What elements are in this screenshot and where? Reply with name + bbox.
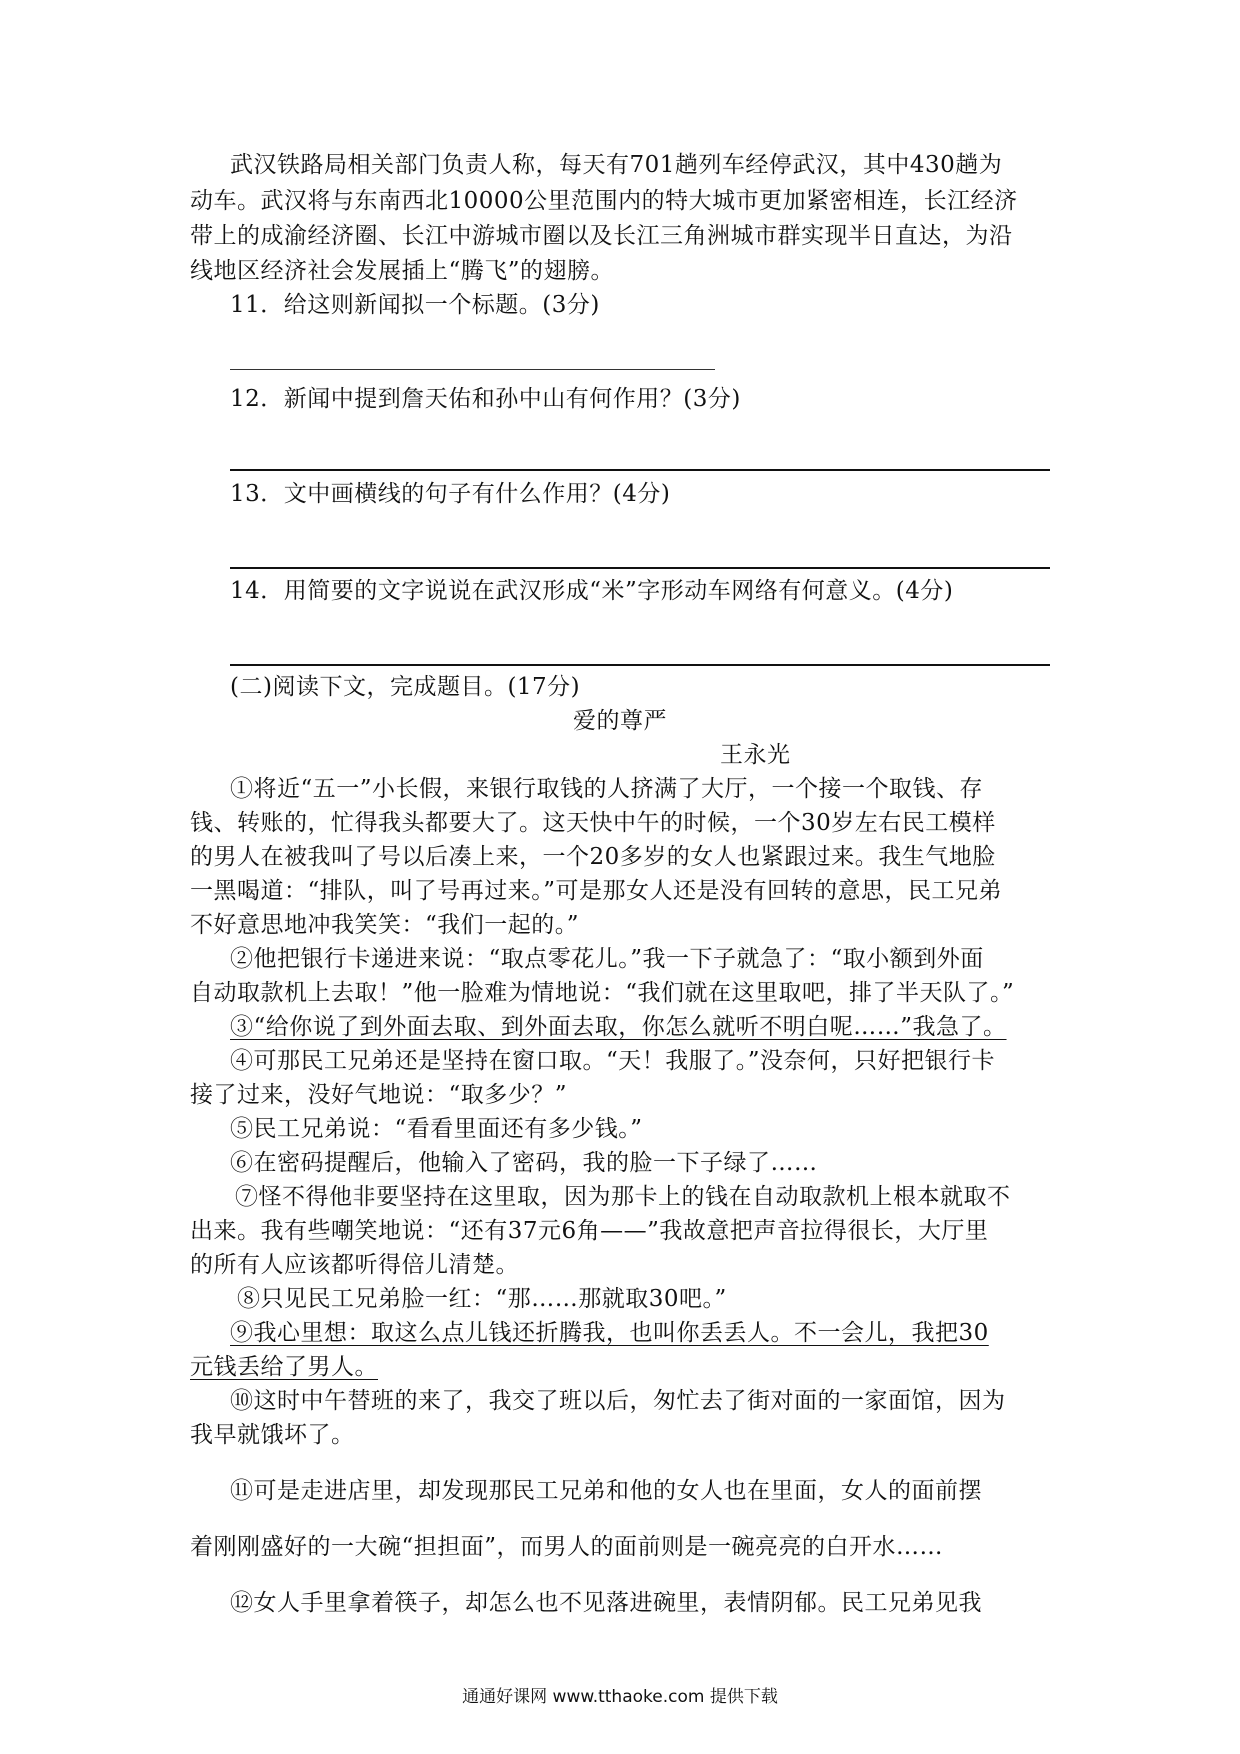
page-footer: 通通好课网 www.tthaoke.com 提供下载: [462, 1687, 778, 1707]
section-heading: (二)阅读下文，完成题目。(17分): [230, 674, 581, 700]
para-10-line-2: 我早就饿坏了。: [190, 1422, 355, 1448]
para-7-line-2: 出来。我有些嘲笑地说：“还有37元6角——”我故意把声音拉得很长，大厅里: [190, 1218, 989, 1244]
para-5: ⑤民工兄弟说：“看看里面还有多少钱。”: [230, 1116, 643, 1142]
para-1-line-1: ①将近“五一”小长假，来银行取钱的人挤满了大厅，一个接一个取钱、存: [230, 776, 984, 802]
para-7-line-1: ⑦怪不得他非要坚持在这里取，因为那卡上的钱在自动取款机上根本就取不: [235, 1184, 1011, 1210]
question-13: 13．文中画横线的句子有什么作用？(4分): [230, 481, 671, 507]
news-line-1: 武汉铁路局相关部门负责人称，每天有701趟列车经停武汉，其中430趟为: [230, 152, 1003, 178]
para-8: ⑧只见民工兄弟脸一红：“那……那就取30吧。”: [237, 1286, 727, 1312]
passage-title: 爱的尊严: [573, 708, 667, 734]
para-12-line-1: ⑫女人手里拿着筷子，却怎么也不见落进碗里，表情阴郁。民工兄弟见我: [230, 1590, 982, 1616]
question-11: 11．给这则新闻拟一个标题。(3分): [230, 292, 600, 318]
para-1-line-5: 不好意思地冲我笑笑：“我们一起的。”: [190, 912, 580, 938]
para-9-underlined-2: 元钱丢给了男人。: [190, 1354, 378, 1380]
answer-line-12: [230, 469, 1050, 471]
answer-line-14: [230, 664, 1050, 666]
news-line-4: 线地区经济社会发展插上“腾飞”的翅膀。: [190, 258, 615, 284]
para-7-line-3: 的所有人应该都听得倍儿清楚。: [190, 1252, 519, 1278]
para-1-line-4: 一黑喝道：“排队，叫了号再过来。”可是那女人还是没有回转的意思，民工兄弟: [190, 878, 1003, 904]
answer-line-11: [230, 369, 715, 370]
para-1-line-3: 的男人在被我叫了号以后凑上来，一个20多岁的女人也紧跟过来。我生气地脸: [190, 844, 996, 870]
para-11-line-2: 着刚刚盛好的一大碗“担担面”，而男人的面前则是一碗亮亮的白开水……: [190, 1534, 944, 1560]
para-3-underlined: ③“给你说了到外面去取、到外面去取，你怎么就听不明白呢……”我急了。: [230, 1014, 1007, 1040]
answer-line-13: [230, 567, 1050, 569]
para-11-line-1: ⑪可是走进店里，却发现那民工兄弟和他的女人也在里面，女人的面前摆: [230, 1478, 982, 1504]
para-2-line-1: ②他把银行卡递进来说：“取点零花儿。”我一下子就急了：“取小额到外面: [230, 946, 984, 972]
para-9-underlined-1: ⑨我心里想：取这么点儿钱还折腾我，也叫你丢丢人。不一会儿，我把30: [230, 1320, 989, 1346]
news-line-2: 动车。武汉将与东南西北10000公里范围内的特大城市更加紧密相连，长江经济: [190, 188, 1018, 214]
para-1-line-2: 钱、转账的，忙得我头都要大了。这天快中午的时候，一个30岁左右民工模样: [190, 810, 996, 836]
para-2-line-2: 自动取款机上去取！”他一脸难为情地说：“我们就在这里取吧，排了半天队了。”: [190, 980, 1015, 1006]
para-6: ⑥在密码提醒后，他输入了密码，我的脸一下子绿了……: [230, 1150, 818, 1176]
para-4-line-2: 接了过来，没好气地说：“取多少？”: [190, 1082, 568, 1108]
news-line-3: 带上的成渝经济圈、长江中游城市圈以及长江三角洲城市群实现半日直达，为沿: [190, 223, 1013, 249]
para-10-line-1: ⑩这时中午替班的来了，我交了班以后，匆忙去了街对面的一家面馆，因为: [230, 1388, 1006, 1414]
para-4-line-1: ④可那民工兄弟还是坚持在窗口取。“天！我服了。”没奈何，只好把银行卡: [230, 1048, 996, 1074]
question-12: 12．新闻中提到詹天佑和孙中山有何作用？(3分): [230, 386, 741, 412]
passage-author: 王永光: [720, 742, 791, 768]
question-14: 14．用简要的文字说说在武汉形成“米”字形动车网络有何意义。(4分): [230, 578, 954, 604]
